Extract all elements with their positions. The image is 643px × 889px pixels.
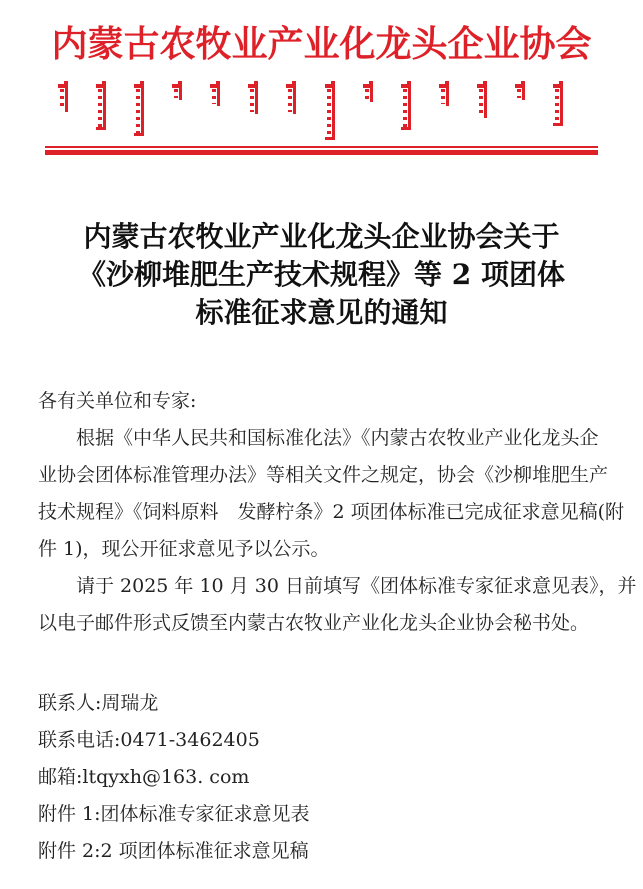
line-para2-line-1: 请于 2025 年 10 月 30 日前填写《团体标准专家征求意见表》，并 (76, 575, 637, 597)
mongolian-glyph (286, 84, 298, 114)
line-contact-person: 联系人:周瑞龙 (38, 692, 159, 714)
mongolian-glyph (134, 84, 146, 136)
mongolian-glyph (248, 84, 260, 114)
mongolian-glyph (172, 84, 184, 100)
mongolian-glyph (477, 84, 489, 118)
mongolian-glyph (210, 84, 222, 106)
mongolian-glyph (401, 84, 413, 130)
mongolian-glyph (58, 84, 70, 112)
red-divider (45, 146, 598, 155)
title-line-2: 《沙柳堆肥生产技术规程》等 2 项团体 (78, 258, 565, 291)
line-attachment-1: 附件 1:团体标准专家征求意见表 (38, 803, 310, 825)
mongolian-glyph (363, 84, 375, 102)
line-para1-line-4: 件 1)，现公开征求意见予以公示。 (38, 538, 330, 560)
line-blank-spacer (38, 642, 605, 685)
red-divider-thick-line (45, 150, 598, 155)
mongolian-script-decoration (58, 84, 565, 142)
red-divider-thin-line (45, 146, 598, 148)
title-line-1: 内蒙古农牧业产业化龙头企业协会关于 (83, 220, 560, 253)
line-contact-email: 邮箱:ltqyxh@163. com (38, 766, 250, 788)
title-line-3: 标准征求意见的通知 (195, 296, 448, 329)
mongolian-glyph (553, 84, 565, 126)
line-para1-line-2: 业协会团体标准管理办法》等相关文件之规定，协会《沙柳堆肥生产 (38, 464, 609, 486)
document-body (38, 383, 637, 870)
mongolian-glyph (439, 84, 451, 106)
line-salutation: 各有关单位和专家: (38, 390, 197, 412)
mongolian-glyph (515, 84, 527, 100)
document-title (0, 218, 643, 332)
line-para2-line-2: 以电子邮件形式反馈至内蒙古农牧业产业化龙头企业协会秘书处。 (38, 612, 590, 634)
line-para1-line-1: 根据《中华人民共和国标准化法》《内蒙古农牧业产业化龙头企 (76, 427, 599, 449)
org-name-header: 内蒙古农牧业产业化龙头企业协会 (51, 23, 592, 65)
line-contact-phone: 联系电话:0471-3462405 (38, 729, 260, 751)
line-para1-line-3: 技术规程》《饲料原料 发酵柠条》2 项团体标准已完成征求意见稿(附 (38, 501, 625, 523)
mongolian-glyph (325, 84, 337, 140)
line-attachment-2: 附件 2:2 项团体标准征求意见稿 (38, 840, 309, 862)
mongolian-glyph (96, 84, 108, 130)
